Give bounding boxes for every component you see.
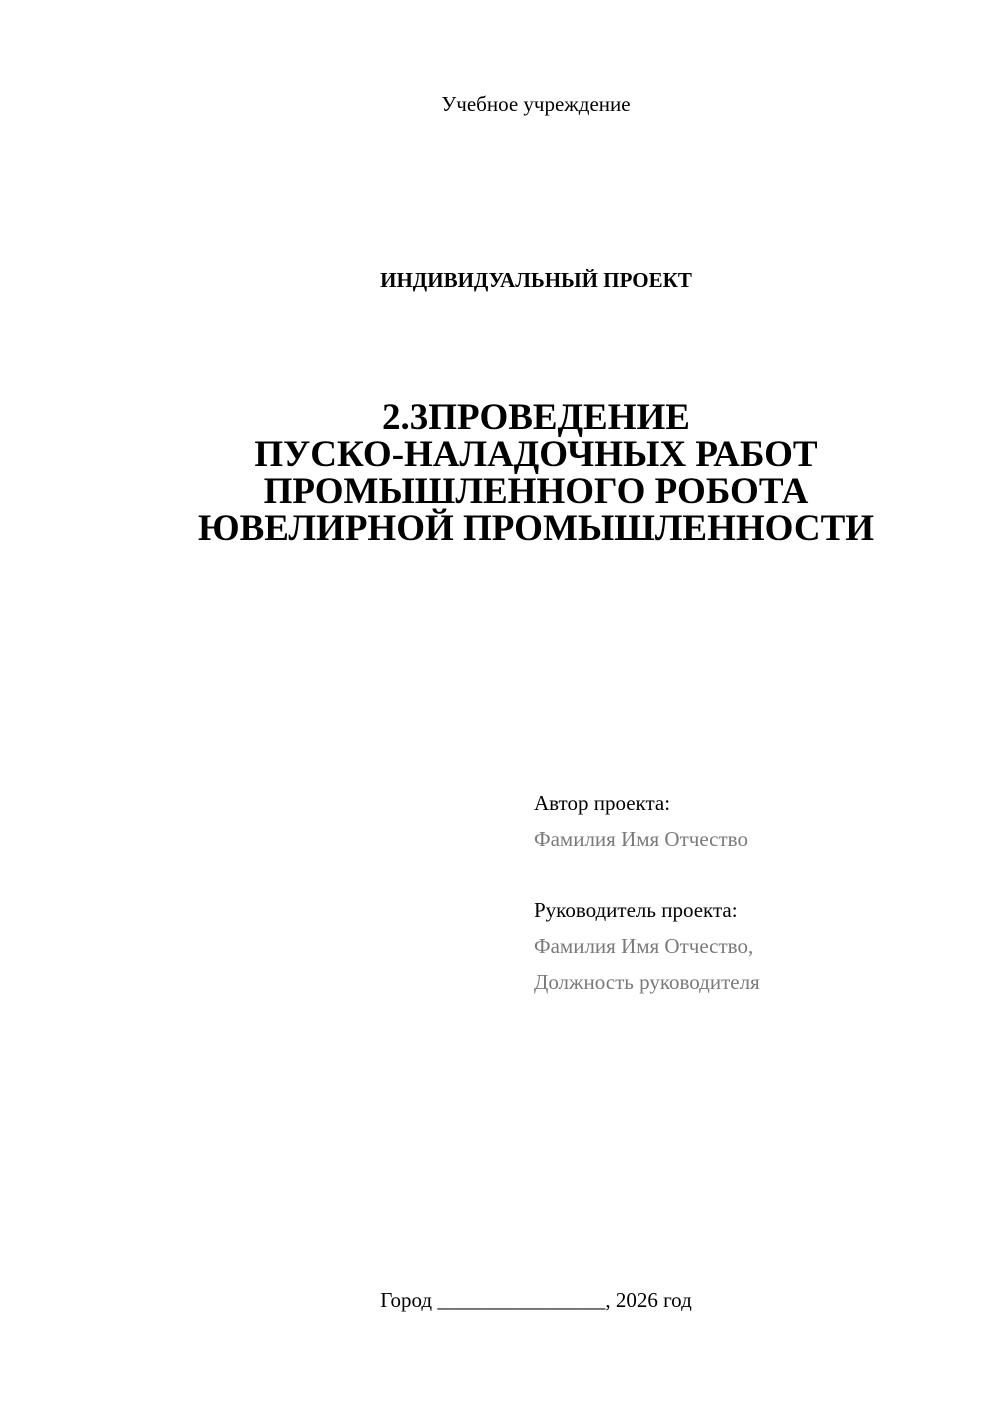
title-line-2: ПУСКО-НАЛАДОЧНЫХ РАБОТ xyxy=(254,434,818,475)
supervisor-position: Должность руководителя xyxy=(534,970,760,994)
city-year-footer: Город ________________, 2026 год xyxy=(380,1288,692,1312)
supervisor-label: Руководитель проекта: xyxy=(534,898,738,922)
title-line-3: ПРОМЫШЛЕННОГО РОБОТА xyxy=(263,471,809,512)
author-block xyxy=(534,785,748,857)
title-line-4: ЮВЕЛИРНОЙ ПРОМЫШЛЕННОСТИ xyxy=(197,508,875,549)
project-type-heading: ИНДИВИДУАЛЬНЫЙ ПРОЕКТ xyxy=(380,268,692,292)
title-line-1: 2.3ПРОВЕДЕНИЕ xyxy=(382,397,690,438)
supervisor-name: Фамилия Имя Отчество, xyxy=(534,934,754,958)
supervisor-block xyxy=(534,892,760,1000)
author-label: Автор проекта: xyxy=(534,791,671,815)
project-title xyxy=(0,399,1000,547)
institution-name: Учебное учреждение xyxy=(441,92,631,116)
author-name: Фамилия Имя Отчество xyxy=(534,827,748,851)
